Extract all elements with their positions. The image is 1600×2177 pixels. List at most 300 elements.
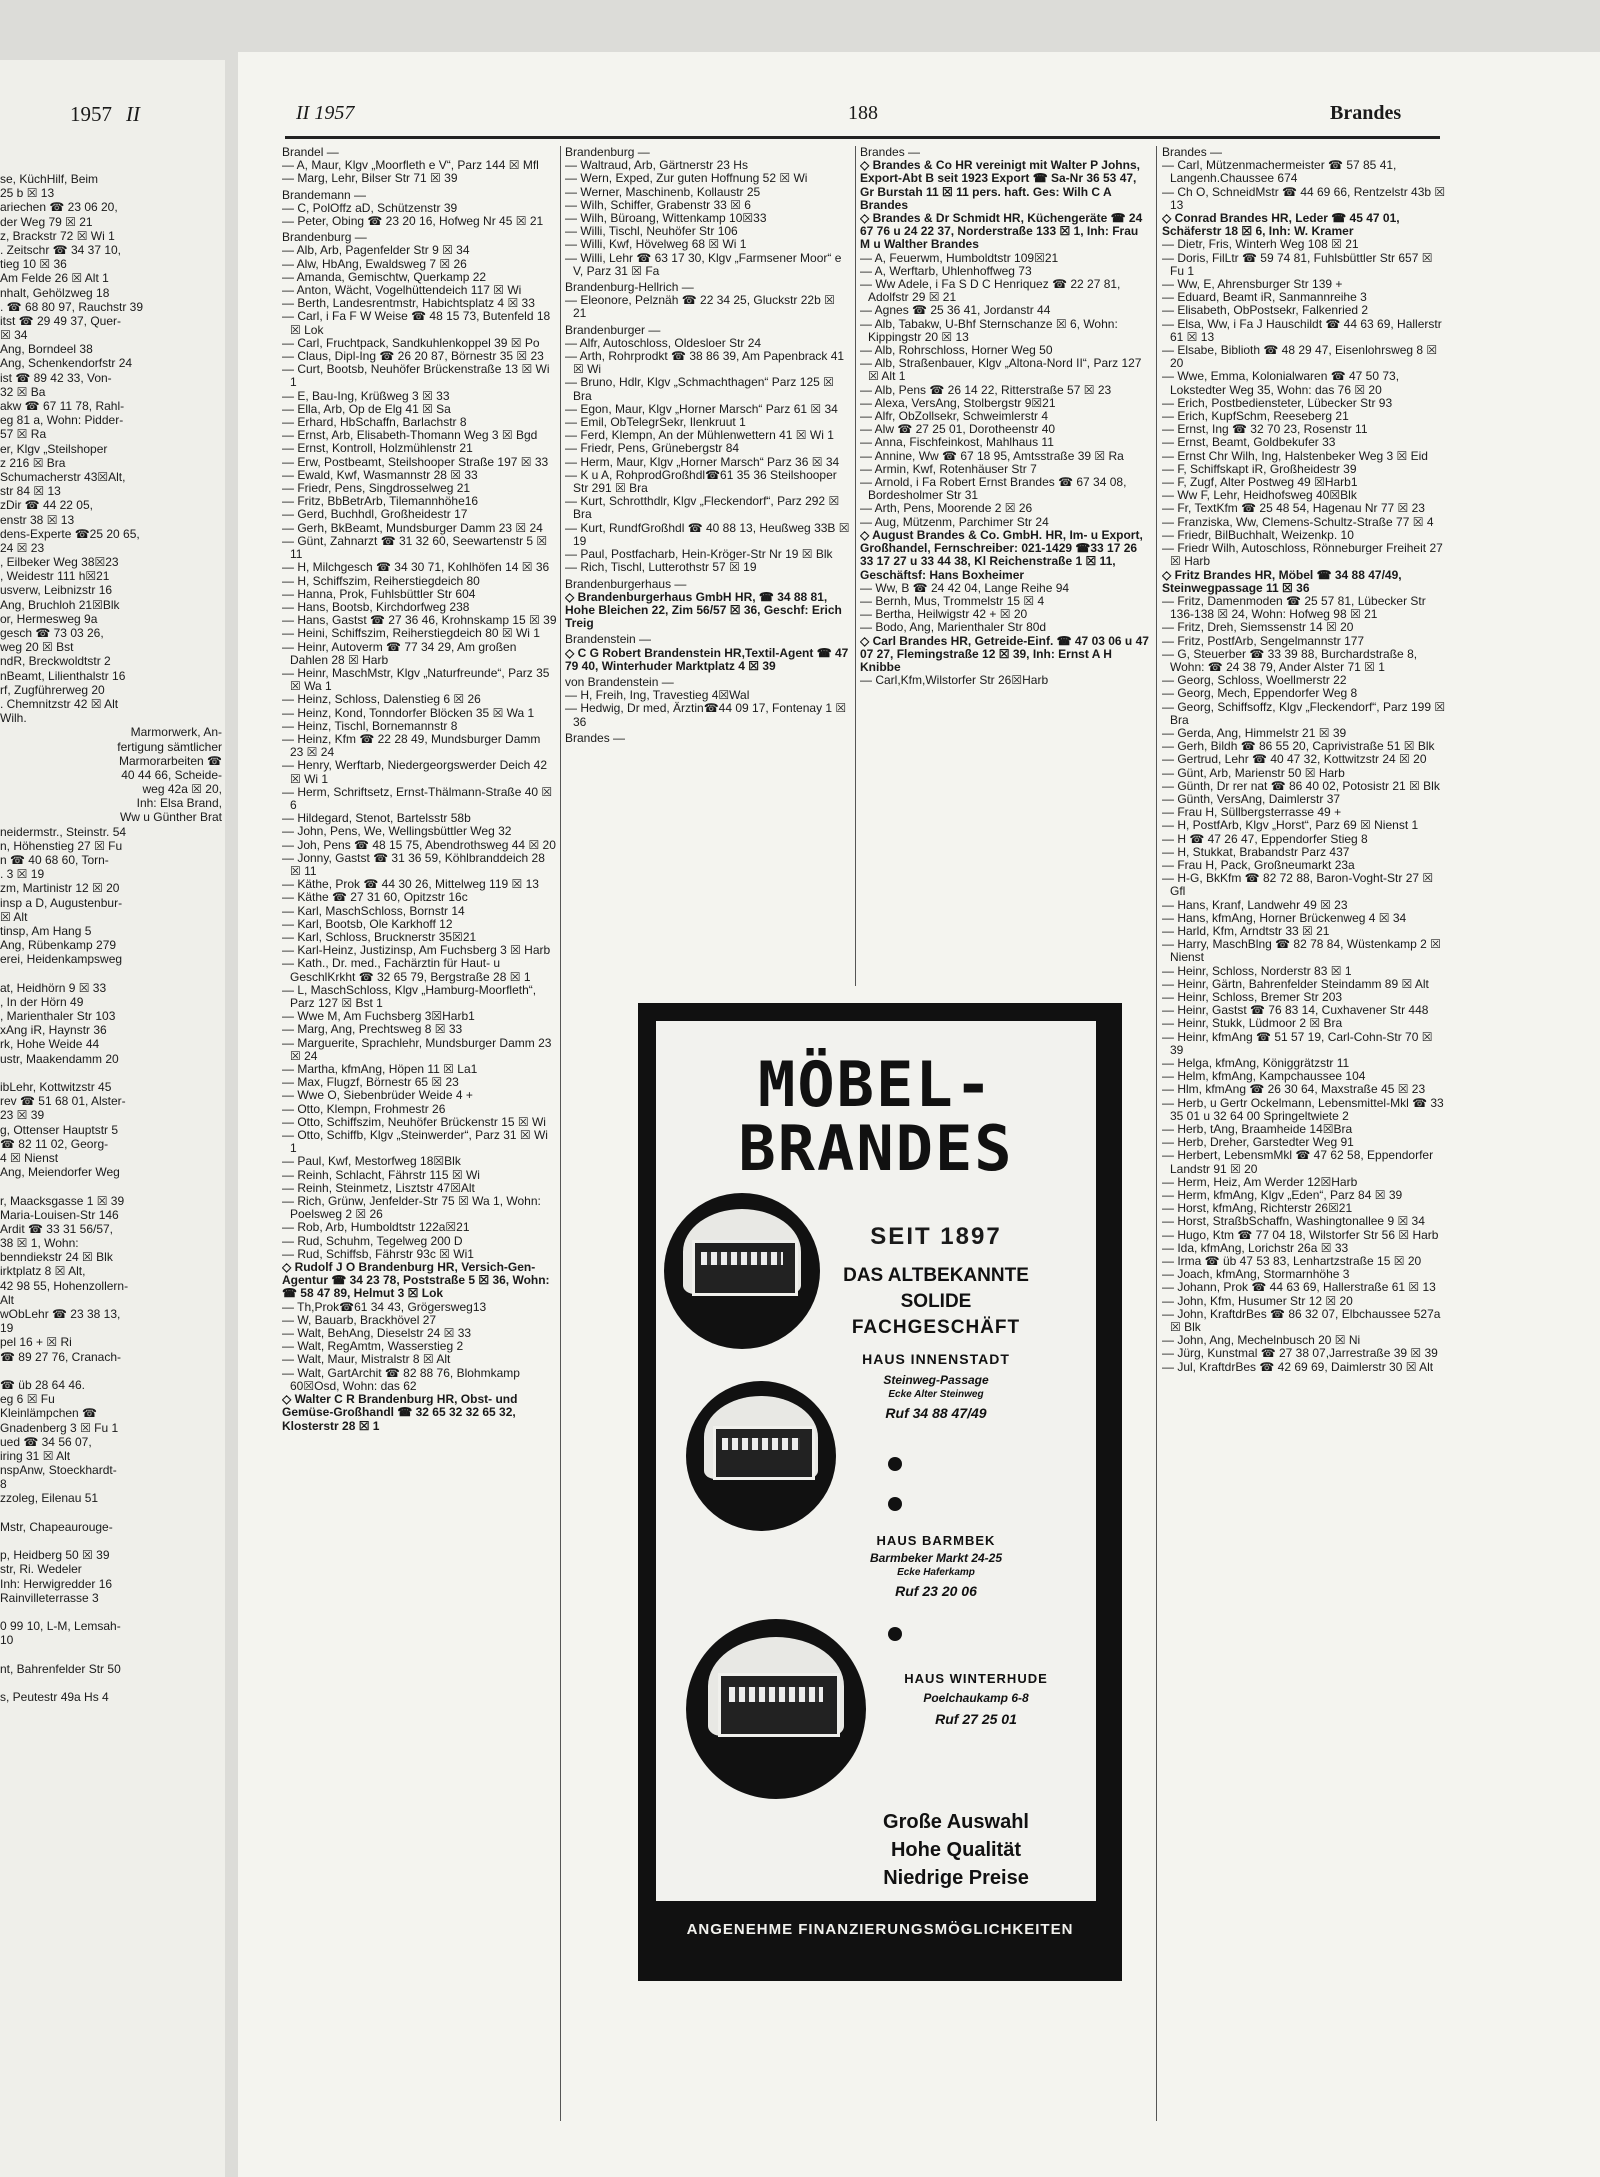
directory-entry: ◇ C G Robert Brandenstein HR,Textil-Agent ☎ 47 79 40, Winterhuder Marktplatz 4 ☒ 39 — [565, 645, 849, 673]
directory-entry: — Herb, u Gertr Ockelmann, Lebensmittel-Mkl ☎ 33 35 01 u 32 64 00 Springeltwiete 2 — [1162, 1095, 1444, 1123]
directory-entry: — Bodo, Ang, Marienthaler Str 80d — [860, 620, 1047, 635]
directory-entry: — Heinr, kfmAng ☎ 51 57 19, Carl-Cohn-Str 70 ☒ 39 — [1162, 1029, 1433, 1057]
directory-entry: — A, Werftarb, Uhlenhoffweg 73 — [860, 263, 1032, 278]
directory-entry: — H-G, BkKfm ☎ 82 72 88, Baron-Voght-Str 27 ☒ Gfl — [1162, 871, 1434, 899]
directory-entry: — Wwe M, Am Fuchsberg 3☒Harb1 — [282, 1009, 475, 1024]
directory-heading: Brandenburgerhaus — — [565, 576, 687, 591]
left-page-line: ariechen ☎ 23 06 20, — [0, 200, 118, 215]
left-page-line: nhalt, Gehölzweg 18 — [0, 285, 110, 300]
directory-entry: — Hans, Bootsb, Kirchdorfweg 238 — [282, 599, 470, 614]
directory-entry: — E, Bau-Ing, Krüßweg 3 ☒ 33 — [282, 388, 450, 403]
left-page-line: ☎ 89 27 76, Cranach- — [0, 1349, 122, 1364]
left-header-part: II — [126, 102, 140, 126]
left-page-line: rk, Hohe Weide 44 — [0, 1037, 100, 1052]
directory-entry: — Erich, KupfSchm, Reeseberg 21 — [1162, 409, 1349, 424]
directory-entry: — Carl, Fruchtpack, Sandkuhlenkoppel 39 ☒ Po — [282, 335, 540, 350]
left-page-line: gesch ☎ 73 03 26, — [0, 626, 104, 640]
left-page-line: at, Heidhörn 9 ☒ 33 — [0, 980, 107, 995]
left-page-line: ibLehr, Kottwitzstr 45 — [0, 1080, 112, 1094]
directory-entry: — Armin, Kwf, Rotenhäuser Str 7 — [860, 461, 1037, 476]
left-page-line: 24 ☒ 23 — [0, 540, 45, 555]
directory-entry: — Ida, kfmAng, Lorichstr 26a ☒ 33 — [1162, 1240, 1349, 1255]
left-page-line: Ang, Schenkendorfstr 24 — [0, 356, 133, 371]
directory-entry: — Alexa, VersAng, Stolbergstr 9☒21 — [860, 395, 1056, 410]
directory-entry: — Heinr, Stukk, Lüdmoor 2 ☒ Bra — [1162, 1016, 1343, 1031]
left-page-line: z 216 ☒ Bra — [0, 455, 66, 470]
directory-entry: — Hugo, Ktm ☎ 77 04 18, Wilstorfer Str 56 ☒ Harb — [1162, 1227, 1439, 1242]
left-page-line: rf, Zugführerweg 20 — [0, 682, 105, 697]
store2-address-2: Ecke Haferkamp — [897, 1567, 975, 1578]
directory-entry: — Alb, Rohrschloss, Horner Weg 50 — [860, 343, 1053, 358]
directory-entry: — Frau H, Süllbergsterrasse 49 + — [1162, 805, 1342, 820]
directory-entry: — Ww, E, Ahrensburger Str 139 + — [1162, 277, 1343, 292]
directory-entry: — Gerd, Buchhdl, Großheidestr 17 — [282, 507, 468, 522]
ad-slogan-3: Niedrige Preise — [883, 1867, 1029, 1889]
directory-entry: — Rich, Grünw, Jenfelder-Str 75 ☒ Wa 1, Wohn: Poelsweg 2 ☒ 26 — [282, 1194, 541, 1222]
directory-entry: — H, Schiffszim, Reiherstiegdeich 80 — [282, 573, 480, 588]
directory-entry: — Otto, Schiffb, Klgv „Steinwerder“, Parz 31 ☒ Wi 1 — [282, 1128, 548, 1156]
directory-heading: Brandes — — [860, 146, 921, 159]
ad-slogan-1: Große Auswahl — [883, 1811, 1029, 1833]
left-page-line: ☎ 82 11 02, Georg- — [0, 1136, 109, 1151]
left-page-line: n, Höhenstieg 27 ☒ Fu — [0, 838, 123, 853]
directory-entry: — Georg, Schloss, Woellmerstr 22 — [1162, 673, 1347, 688]
directory-entry: ◇ August Brandes & Co. GmbH. HR, Im- u Export, Großhandel, Fernschreiber: 021-1429 ☎33 17 26 33 17 27 u 33 44 38, Kl Reichenstraße 1 ☒ 11, Geschäftsf: Hans Boxheimer — [860, 527, 1143, 582]
left-page-line: ☒ Alt — [0, 909, 28, 924]
directory-entry: ◇ Rudolf J O Brandenburg HR, Versich-Gen-Agentur ☎ 34 23 78, Poststraße 5 ☒ 36, Wohn: ☎ 58 47 89, Helmut 3 ☒ Lok — [282, 1260, 550, 1301]
directory-entry: ◇ Brandenburgerhaus GmbH HR, ☎ 34 88 81, Hohe Bleichen 22, Zim 56/57 ☒ 36, Geschf: Erich Treig — [565, 589, 842, 631]
ad-tagline-1: DAS ALTBEKANNTE — [843, 1265, 1029, 1286]
store2-name: HAUS BARMBEK — [876, 1533, 996, 1548]
directory-entry: — Annine, Ww ☎ 67 18 95, Amtsstraße 39 ☒ Ra — [860, 448, 1124, 463]
page-number: 188 — [848, 102, 878, 124]
left-page-line — [0, 1506, 222, 1520]
directory-entry: — Anton, Wächt, Vogelhüttendeich 117 ☒ Wi — [282, 283, 522, 298]
left-page-line: str 84 ☒ 13 — [0, 484, 61, 499]
directory-entry: — Curt, Bootsb, Neuhöfer Brückenstraße 13 ☒ Wi 1 — [282, 362, 550, 390]
running-header-right: Brandes — [1330, 102, 1402, 124]
directory-entry: — Alb, Arb, Pagenfelder Str 9 ☒ 34 — [282, 243, 470, 258]
left-page-line: der Weg 79 ☒ 21 — [0, 214, 93, 229]
left-page-line: , In der Hörn 49 — [0, 994, 84, 1009]
directory-entry: ◇ Conrad Brandes HR, Leder ☎ 45 47 01, Schäferstr 18 ☒ 6, Inh: W. Kramer — [1162, 211, 1400, 239]
directory-entry: — Eleonore, Pelznäh ☎ 22 34 25, Gluckstr 22b ☒ 21 — [565, 293, 835, 321]
left-page-line: neidermstr., Steinstr. 54 — [0, 824, 127, 839]
directory-entry: — Ernst, Beamt, Goldbekufer 33 — [1162, 435, 1336, 450]
left-page-line: r, Maacksgasse 1 ☒ 39 — [0, 1193, 125, 1208]
left-page-line — [0, 1676, 222, 1690]
directory-entry: — Fritz, BbBetrArb, Tilemannhöhe16 — [282, 494, 479, 509]
store2-phone: Ruf 23 20 06 — [895, 1583, 977, 1599]
directory-entry: — Dietr, Fris, Winterh Weg 108 ☒ 21 — [1162, 237, 1359, 252]
directory-entry: — Marg, Lehr, Bilser Str 71 ☒ 39 — [282, 171, 458, 186]
directory-heading: Brandenburger — — [565, 322, 661, 337]
directory-heading: Brandemann — — [282, 187, 367, 202]
directory-entry: — Fritz, PostfArb, Sengelmannstr 177 — [1162, 633, 1365, 648]
directory-entry: — Carl, i Fa F W Weise ☎ 48 15 73, Butenfeld 18 ☒ Lok — [282, 309, 551, 337]
directory-entry: — H, Freih, Ing, Travestieg 4☒Wal — [565, 688, 750, 703]
directory-entry: — Günt, Zahnarzt ☎ 31 32 60, Seewartenstr 5 ☒ 11 — [282, 533, 548, 562]
left-page-line: 32 ☒ Ba — [0, 384, 46, 399]
directory-entry: — Erich, Postbediensteter, Lübecker Str 93 — [1162, 395, 1393, 410]
ad-panel — [656, 1021, 1096, 1901]
left-page-line: 4 ☒ Nienst — [0, 1150, 59, 1165]
directory-entry: — Ella, Arb, Op de Elg 41 ☒ Sa — [282, 401, 451, 416]
directory-entry: — Alfr, Autoschloss, Oldesloer Str 24 — [565, 335, 762, 350]
left-page-line: Ardit ☎ 33 31 56/57, — [0, 1221, 114, 1236]
store3-address: Poelchaukamp 6-8 — [923, 1691, 1029, 1705]
directory-entry: — Hans, Gastst ☎ 27 36 46, Krohnskamp 15 ☒ 39 — [282, 613, 557, 628]
left-page-line: 10 — [0, 1633, 14, 1648]
directory-column-3 — [860, 146, 1150, 986]
store-winterhude-illustration — [686, 1619, 866, 1799]
left-page-line: fertigung sämtlicher — [117, 739, 222, 754]
left-page-line: 0 99 10, L-M, Lemsah- — [0, 1619, 121, 1634]
store1-name: HAUS INNENSTADT — [862, 1351, 1010, 1367]
directory-entry: — Elisabeth, ObPostsekr, Falkenried 2 — [1162, 303, 1369, 318]
directory-entry: — Günth, VersAng, Daimlerstr 37 — [1162, 791, 1341, 806]
left-page-line: , Marienthaler Str 103 — [0, 1009, 116, 1024]
directory-entry: — Willi, Kwf, Hövelweg 68 ☒ Wi 1 — [565, 237, 747, 252]
directory-entry: — Rob, Arb, Humboldtstr 122a☒21 — [282, 1220, 470, 1235]
left-page-line: s, Peutestr 49a Hs 4 — [0, 1690, 109, 1705]
store3-phone: Ruf 27 25 01 — [935, 1711, 1017, 1727]
left-page-line: insp a D, Augustenbur- — [0, 895, 123, 910]
directory-entry: — Reinh, Steinmetz, Lisztstr 47☒Alt — [282, 1180, 475, 1195]
directory-entry: — H ☎ 47 26 47, Eppendorfer Stieg 8 — [1162, 831, 1368, 846]
directory-entry: — Marguerite, Sprachlehr, Mundsburger Damm 23 ☒ 24 — [282, 1035, 552, 1063]
directory-heading: Brandes — — [1162, 146, 1223, 159]
directory-entry: — Helga, kfmAng, Königgrätzstr 11 — [1162, 1056, 1350, 1071]
store-barmbek-illustration — [686, 1381, 836, 1531]
directory-entry: — Karl-Heinz, Justizinsp, Am Fuchsberg 3 ☒ Harb — [282, 943, 551, 958]
left-page-line: weg 20 ☒ Bst — [0, 640, 74, 655]
ad-title — [656, 1048, 1096, 1185]
directory-heading: von Brandenstein — — [565, 674, 674, 689]
left-page-line: weg 42a ☒ 20, — [142, 782, 222, 797]
directory-entry: — Heini, Schiffszim, Reiherstiegdeich 80 ☒ Wi 1 — [282, 626, 540, 641]
left-page-line: xAng iR, Haynstr 36 — [0, 1023, 107, 1038]
left-page-line: ☎ üb 28 64 46. — [0, 1377, 86, 1392]
left-page-line: itst ☎ 29 49 37, Quer- — [0, 313, 122, 328]
left-page-line — [0, 1364, 222, 1378]
directory-entry: — Claus, Dipl-Ing ☎ 26 20 87, Börnestr 35 ☒ 23 — [282, 349, 544, 364]
directory-entry: ◇ Fritz Brandes HR, Möbel ☎ 34 88 47/49, Steinwegpassage 11 ☒ 36 — [1162, 567, 1402, 595]
left-page-line: Marmorwerk, An- — [130, 725, 222, 740]
directory-entry: — Joh, Pens ☎ 48 15 75, Abendrothsweg 44 ☒ 20 — [282, 837, 556, 852]
directory-entry: — Erhard, HbSchaffn, Barlachstr 8 — [282, 415, 467, 430]
left-page-line: tieg 10 ☒ 36 — [0, 257, 67, 272]
directory-entry: — Heinz, Kond, Tonndorfer Blöcken 35 ☒ Wa 1 — [282, 705, 535, 720]
directory-entry: — Ernst, Kontroll, Holzmühlenstr 21 — [282, 441, 473, 456]
directory-entry: — John, KraftdrBes ☎ 86 32 07, Elbchaussee 527a ☒ Blk — [1162, 1306, 1441, 1335]
left-page-line: Alt — [0, 1292, 15, 1307]
directory-entry: — Bernh, Mus, Trommelstr 15 ☒ 4 — [860, 593, 1045, 608]
directory-entry: — H, Milchgesch ☎ 34 30 71, Kohlhöfen 14 ☒ 36 — [282, 560, 550, 575]
directory-entry: — Reinh, Schlacht, Fährstr 115 ☒ Wi — [282, 1167, 480, 1182]
directory-entry: — Kath., Dr. med., Fachärztin für Haut- u GeschlKrkht ☎ 32 65 79, Bergstraße 28 ☒ 1 — [282, 956, 531, 984]
left-page-line: nspAnw, Stoeckhardt- — [0, 1463, 117, 1478]
directory-entry: — Hlm, kfmAng ☎ 26 30 64, Maxstraße 45 ☒ 23 — [1162, 1082, 1426, 1097]
directory-entry: — John, Pens, We, Wellingsbüttler Weg 32 — [282, 824, 512, 839]
directory-entry: — Jürg, Kunstmal ☎ 27 38 07,Jarrestraße 39 ☒ 39 — [1162, 1346, 1438, 1361]
directory-entry: — Alb, Pens ☎ 26 14 22, Ritterstraße 57 ☒ 23 — [860, 382, 1112, 397]
directory-entry: — Aug, Mützenm, Parchimer Str 24 — [860, 514, 1049, 529]
left-page-line: ist ☎ 89 42 33, Von- — [0, 370, 112, 385]
directory-entry: — John, Kfm, Husumer Str 12 ☒ 20 — [1162, 1293, 1353, 1308]
left-page-line: 57 ☒ Ra — [0, 427, 47, 442]
directory-entry: — Franziska, Ww, Clemens-Schultz-Straße 77 ☒ 4 — [1162, 514, 1434, 529]
left-page-line: . ☎ 68 80 97, Rauchstr 39 — [0, 299, 144, 314]
directory-entry: — Herb, tAng, Braamheide 14☒Bra — [1162, 1122, 1353, 1137]
column-divider — [1156, 146, 1157, 2121]
directory-entry: — Friedr, BilBuchhalt, Weizenkp. 10 — [1162, 527, 1354, 542]
directory-entry: — Käthe ☎ 27 31 60, Opitzstr 16c — [282, 890, 468, 905]
left-page-line: ustr, Maakendamm 20 — [0, 1051, 119, 1066]
directory-entry: — Alfr, ObZollsekr, Schweimlerstr 4 — [860, 409, 1049, 424]
left-page-line: iring 31 ☒ Alt — [0, 1448, 71, 1463]
directory-entry: — Harld, Kfm, Arndtstr 33 ☒ 21 — [1162, 923, 1330, 938]
directory-entry: — Jonny, Gastst ☎ 31 36 59, Köhlbranddeich 28 ☒ 11 — [282, 850, 545, 878]
left-page-line: nt, Bahrenfelder Str 50 — [0, 1661, 121, 1676]
directory-entry: — Alw ☎ 27 25 01, Dorotheenstr 40 — [860, 422, 1056, 437]
directory-entry: — Eduard, Beamt iR, Sanmannreihe 3 — [1162, 290, 1367, 305]
directory-entry: — Willi, Tischl, Neuhöfer Str 106 — [565, 224, 738, 239]
directory-entry: — Carl, Mützenmachermeister ☎ 57 85 41, Langenh.Chaussee 674 — [1162, 158, 1397, 186]
bullet-dot — [888, 1627, 902, 1641]
left-page-line: Ang, Meiendorfer Weg — [0, 1165, 120, 1180]
left-page-line: 40 44 66, Scheide- — [121, 767, 222, 782]
left-page-line: usverw, Leibnizstr 16 — [0, 583, 113, 598]
left-page-line: Gnadenberg 3 ☒ Fu 1 — [0, 1420, 119, 1435]
directory-entry: — Ernst, Ing ☎ 32 70 23, Rosenstr 11 — [1162, 422, 1368, 437]
store2-address-1: Barmbeker Markt 24-25 — [869, 1551, 1003, 1565]
directory-entry: — Fritz, Damenmoden ☎ 25 57 81, Lübecker Str 136-138 ☒ 24, Wohn: Hofweg 98 ☒ 21 — [1162, 593, 1426, 622]
store1-phone: Ruf 34 88 47/49 — [885, 1405, 987, 1421]
directory-entry: — Rich, Tischl, Lutterothstr 57 ☒ 19 — [565, 560, 757, 575]
directory-entry: — Herm, Maur, Klgv „Horner Marsch“ Parz 36 ☒ 34 — [565, 454, 840, 469]
left-page-line: pel 16 + ☒ Ri — [0, 1335, 72, 1350]
directory-entry: — F, Zugf, Alter Postweg 49 ☒Harb1 — [1162, 475, 1358, 490]
directory-entry: — Ww Adele, i Fa S D C Henriquez ☎ 22 27 81, Adolfstr 29 ☒ 21 — [860, 277, 1121, 305]
directory-entry: — Alw, HbAng, Ewaldsweg 7 ☒ 26 — [282, 256, 467, 271]
directory-entry: — Heinr, MaschMstr, Klgv „Naturfreunde“, Parz 35 ☒ Wa 1 — [282, 665, 550, 694]
directory-entry: — Hanna, Prok, Fuhlsbüttler Str 604 — [282, 586, 476, 601]
left-page-line: eg 6 ☒ Fu — [0, 1392, 55, 1407]
left-page-line: Schumacherstr 43☒Alt, — [0, 469, 126, 484]
directory-entry: — Rud, Schiffsb, Fährstr 93c ☒ Wi1 — [282, 1246, 474, 1261]
directory-heading: Brandenburg — — [565, 146, 650, 159]
directory-entry: — Walt, BehAng, Dieselstr 24 ☒ 33 — [282, 1326, 472, 1341]
directory-entry: — Günth, Dr rer nat ☎ 86 40 02, Potosistr 21 ☒ Blk — [1162, 778, 1440, 793]
directory-entry: — Max, Flugzf, Börnestr 65 ☒ 23 — [282, 1075, 459, 1090]
ad-tagline-2: SOLIDE — [900, 1291, 972, 1312]
directory-entry: — Walt, Maur, Mistralstr 8 ☒ Alt — [282, 1352, 451, 1367]
left-page-line: 38 ☒ 1, Wohn: — [0, 1236, 79, 1251]
directory-entry: — Emil, ObTelegrSekr, Ilenkruut 1 — [565, 415, 746, 430]
directory-entry: — G, Steuerber ☎ 33 39 88, Burchardstraße 8, Wohn: ☎ 24 38 79, Ander Alster 71 ☒ 1 — [1162, 646, 1418, 674]
directory-entry: — L, MaschSchloss, Klgv „Hamburg-Moorfleth“, Parz 127 ☒ Bst 1 — [282, 982, 537, 1010]
directory-entry: — Ch O, SchneidMstr ☎ 44 69 66, Rentzelstr 43b ☒ 13 — [1162, 184, 1446, 212]
directory-entry: — Willi, Lehr ☎ 63 17 30, Klgv „Farmsener Moor“ e V, Parz 31 ☒ Fa — [565, 250, 842, 278]
left-page-line: erei, Heidenkampsweg — [0, 952, 123, 967]
header-rule — [285, 136, 1440, 139]
column-divider — [560, 146, 561, 2121]
directory-entry: — Wwe, Emma, Kolonialwaren ☎ 47 50 73, Lokstedter Weg 35, Wohn: das 76 ☒ 20 — [1162, 369, 1400, 397]
directory-entry: — Arnold, i Fa Robert Ernst Brandes ☎ 67 34 08, Bordesholmer Str 31 — [860, 475, 1127, 503]
directory-entry: — Kurt, RundfGroßhdl ☎ 40 88 13, Heußweg 33B ☒ 19 — [565, 520, 850, 548]
left-page-line — [0, 1534, 222, 1548]
left-page-line: se, KüchHilf, Beim — [0, 172, 99, 186]
left-page-line — [0, 1648, 222, 1662]
directory-entry: — Herm, Heiz, Am Werder 12☒Harb — [1162, 1174, 1358, 1189]
directory-entry: — Arth, Rohrprodkt ☎ 38 86 39, Am Papenbrack 41 ☒ Wi — [565, 349, 845, 377]
directory-entry: — Elsabe, Biblioth ☎ 48 29 47, Eisenlohrsweg 8 ☒ 20 — [1162, 343, 1438, 371]
directory-entry: — Heinr, Gastst ☎ 76 83 14, Cuxhavener Str 448 — [1162, 1003, 1429, 1018]
directory-entry: — Ww F, Lehr, Heidhofsweg 40☒Blk — [1162, 488, 1357, 503]
directory-column-4 — [1162, 146, 1447, 2121]
left-page-line: Wilh. — [0, 711, 27, 726]
left-page-line: . Zeitschr ☎ 34 37 10, — [0, 242, 122, 257]
directory-entry: — Friedr, Pens, Singdrosselweg 21 — [282, 481, 471, 496]
directory-entry: — Wilh, Schiffer, Grabenstr 33 ☒ 6 — [565, 197, 751, 212]
directory-entry: — Herbert, LebensmMkl ☎ 47 62 58, Eppendorfer Landstr 91 ☒ 20 — [1162, 1148, 1434, 1176]
directory-entry: — Doris, FilLtr ☎ 59 74 81, Fuhlsbüttler Str 657 ☒ Fu 1 — [1162, 250, 1433, 278]
left-page-line: rev ☎ 51 68 01, Alster- — [0, 1094, 126, 1109]
directory-entry: — Bruno, Hdlr, Klgv „Schmachthagen“ Parz 125 ☒ Bra — [565, 375, 834, 403]
directory-entry: — C, PolOffz aD, Schützenstr 39 — [282, 200, 458, 215]
left-page-line: er, Klgv „Steilshoper — [0, 441, 108, 456]
left-page-line — [0, 967, 222, 981]
directory-entry: — Gerh, BkBeamt, Mundsburger Damm 23 ☒ 24 — [282, 520, 543, 535]
directory-entry: — Georg, Mech, Eppendorfer Weg 8 — [1162, 686, 1358, 701]
left-page-line: or, Hermesweg 9a — [0, 611, 98, 626]
left-page-line: , Eilbeker Weg 38☒23 — [0, 555, 119, 570]
left-page-line: Ang, Borndeel 38 — [0, 342, 93, 357]
left-page-line: irktplatz 8 ☒ Alt, — [0, 1264, 86, 1279]
directory-entry: — Rud, Schuhm, Tegelweg 200 D — [282, 1233, 463, 1248]
directory-entry: — Joach, kfmAng, Stormarnhöhe 3 — [1162, 1267, 1350, 1282]
directory-entry: — Horst, kfmAng, Richterstr 26☒21 — [1162, 1201, 1353, 1216]
directory-entry: — Heinr, Autoverm ☎ 77 34 29, Am großen Dahlen 28 ☒ Harb — [282, 639, 517, 667]
ad-since: SEIT 1897 — [870, 1223, 1002, 1250]
directory-heading: Brandenstein — — [565, 632, 652, 647]
store-innenstadt-illustration — [664, 1193, 820, 1349]
directory-entry: ◇ Brandes & Co HR vereinigt mit Walter P Johns, Export-Abt B seit 1923 Export ☎ Sa-Nr 36 53 47, Gr Burstah 11 ☒ 11 pers. haft. Ges: Wilh C A Brandes — [860, 158, 1140, 212]
directory-entry: — Frau H, Pack, Großneumarkt 23a — [1162, 857, 1355, 872]
left-page-line: zzoleg, Eilenau 51 — [0, 1491, 99, 1506]
directory-entry: — Herb, Dreher, Garstedter Weg 91 — [1162, 1135, 1354, 1150]
directory-entry: — Horst, StraßbSchaffn, Washingtonallee 9 ☒ 34 — [1162, 1214, 1425, 1229]
ad-footer: ANGENEHME FINANZIERUNGSMÖGLICHKEITEN — [686, 1921, 1074, 1938]
column-divider — [855, 146, 856, 986]
left-page-header — [70, 102, 140, 127]
left-page-line: enstr 38 ☒ 13 — [0, 512, 75, 527]
directory-entry: — Bertha, Heilwigstr 42 + ☒ 20 — [860, 607, 1028, 622]
left-page-line: akw ☎ 67 11 78, Rahl- — [0, 399, 125, 413]
directory-entry: — Gertrud, Lehr ☎ 40 47 32, Kottwitzstr 24 ☒ 20 — [1162, 752, 1427, 767]
directory-entry: ◇ Carl Brandes HR, Getreide-Einf. ☎ 47 03 06 u 47 07 27, Flemingstraße 12 ☒ 39, Inh: Ernst A H Knibbe — [860, 633, 1149, 674]
directory-entry: — Wern, Exped, Zur guten Hoffnung 52 ☒ Wi — [565, 171, 808, 186]
directory-entry: — Amanda, Gemischtw, Querkamp 22 — [282, 269, 487, 284]
directory-column-2 — [565, 146, 850, 976]
left-page-line: , Weidestr 111 h☒21 — [0, 569, 110, 584]
directory-entry: — Henry, Werftarb, Niedergeorgswerder Deich 42 ☒ Wi 1 — [282, 758, 547, 786]
directory-entry: — Arth, Pens, Moorende 2 ☒ 26 — [860, 501, 1033, 516]
left-page-line: Am Felde 26 ☒ Alt 1 — [0, 271, 109, 286]
store1-address-2: Ecke Alter Steinweg — [888, 1389, 984, 1400]
directory-entry: — Egon, Maur, Klgv „Horner Marsch“ Parz 61 ☒ 34 — [565, 401, 838, 416]
left-page-line: n ☎ 40 68 60, Torn- — [0, 853, 109, 867]
directory-entry: — Ewald, Kwf, Wasmannstr 28 ☒ 33 — [282, 467, 478, 482]
directory-entry: — H, PostfArb, Klgv „Horst“, Parz 69 ☒ Nienst 1 — [1162, 818, 1419, 833]
directory-entry: — Wilh, Büroang, Wittenkamp 10☒33 — [565, 211, 767, 226]
left-page-line: Rainvilleterrasse 3 — [0, 1590, 99, 1605]
directory-entry: — Gerda, Ang, Himmelstr 21 ☒ 39 — [1162, 725, 1347, 740]
left-page-line: p, Heidberg 50 ☒ 39 — [0, 1548, 110, 1563]
directory-entry: — Heinr, Gärtn, Bahrenfelder Steindamm 89 ☒ Alt — [1162, 976, 1429, 991]
directory-entry: — F, Schiffskapt iR, Großheidestr 39 — [1162, 461, 1357, 476]
directory-heading: Brandenburg — — [282, 230, 367, 245]
left-page-line — [0, 1179, 222, 1193]
left-page-line: eg 81 a, Wohn: Pidder- — [0, 413, 124, 428]
left-page-column — [0, 172, 222, 1704]
directory-entry: — H, Stukkat, Brabandstr Parz 437 — [1162, 844, 1350, 859]
directory-entry: — Carl,Kfm,Wilstorfer Str 26☒Harb — [860, 673, 1049, 688]
directory-entry: ◇ Walter C R Brandenburg HR, Obst- und Gemüse-Großhandl ☎ 32 65 32 32 65 32, Klosterstr 28 ☒ 1 — [282, 1392, 518, 1433]
directory-entry: — Otto, Schiffszim, Neuhöfer Brückenstr 15 ☒ Wi — [282, 1114, 546, 1129]
directory-entry: — A, Maur, Klgv „Moorfleth e V“, Parz 144 ☒ Mfl — [282, 158, 539, 173]
directory-entry: — Hans, Kranf, Landwehr 49 ☒ 23 — [1162, 897, 1348, 912]
directory-entry: — Hedwig, Dr med, Ärztin☎44 09 17, Fontenay 1 ☒ 36 — [565, 701, 847, 729]
directory-entry: — Ernst, Arb, Elisabeth-Thomann Weg 3 ☒ Bgd — [282, 428, 538, 443]
directory-entry: — Anna, Fischfeinkost, Mahlhaus 11 — [860, 435, 1054, 450]
directory-entry: — Walt, RegAmtm, Wasserstieg 2 — [282, 1339, 464, 1354]
left-page-line: 23 ☒ 39 — [0, 1108, 45, 1123]
running-header-left: II 1957 — [296, 102, 355, 124]
directory-entry: — Marg, Ang, Prechtsweg 8 ☒ 33 — [282, 1022, 463, 1037]
left-page-line — [0, 1066, 222, 1080]
directory-entry: — Paul, Postfacharb, Hein-Kröger-Str Nr 19 ☒ Blk — [565, 547, 833, 562]
directory-entry: — Helm, kfmAng, Kampchaussee 104 — [1162, 1069, 1366, 1084]
directory-entry: — Johann, Prok ☎ 44 63 69, Hallerstraße 61 ☒ 13 — [1162, 1280, 1436, 1295]
directory-entry: — Karl, Bootsb, Ole Karkhoff 12 — [282, 916, 453, 931]
left-page-line: zm, Martinistr 12 ☒ 20 — [0, 881, 120, 896]
moebel-brandes-advertisement — [638, 1003, 1122, 1981]
directory-entry: — A, Feuerwm, Humboldtstr 109☒21 — [860, 250, 1059, 265]
directory-entry: ◇ Brandes & Dr Schmidt HR, Küchengeräte ☎ 24 67 76 u 24 22 37, Norderstraße 133 ☒ 1, Inh: Frau M u Walther Brandes — [860, 211, 1143, 252]
left-page-line: g, Ottenser Hauptstr 5 — [0, 1122, 119, 1137]
left-page-line: Inh: Elsa Brand, — [136, 796, 222, 811]
left-page-line: ndR, Breckwoldtstr 2 — [0, 654, 111, 669]
left-page-line: . 3 ☒ 19 — [0, 867, 45, 882]
directory-entry: — Walt, GartArchit ☎ 82 88 76, Blohmkamp 60☒Osd, Wohn: das 62 — [282, 1365, 520, 1393]
directory-entry: — Friedr, Pens, Grünebergstr 84 — [565, 441, 740, 456]
bullet-dot — [888, 1457, 902, 1471]
directory-entry: — Wwe O, Siebenbrüder Weide 4 + — [282, 1088, 473, 1103]
left-page-line: dens-Experte ☎25 20 65, — [0, 526, 140, 541]
directory-entry: — Herm, kfmAng, Klgv „Eden“, Parz 84 ☒ 39 — [1162, 1188, 1403, 1203]
directory-entry: — Fr, TextKfm ☎ 25 48 54, Hagenau Nr 77 ☒ 23 — [1162, 501, 1425, 516]
directory-entry: — Karl, Schloss, Brucknerstr 35☒21 — [282, 929, 477, 944]
left-page-line: Marmorarbeiten ☎ — [119, 753, 222, 768]
directory-heading: Brandenburg-Hellrich — — [565, 280, 694, 295]
directory-entry: — Paul, Kwf, Mestorfweg 18☒Blk — [282, 1154, 461, 1169]
directory-heading: Brandes — — [565, 730, 626, 745]
directory-entry: — W, Bauarb, Brackhövel 27 — [282, 1312, 437, 1327]
directory-entry: — Heinz, Kfm ☎ 22 28 49, Mundsburger Damm 23 ☒ 24 — [282, 731, 541, 760]
left-page-line: 42 98 55, Hohenzollern- — [0, 1278, 129, 1293]
